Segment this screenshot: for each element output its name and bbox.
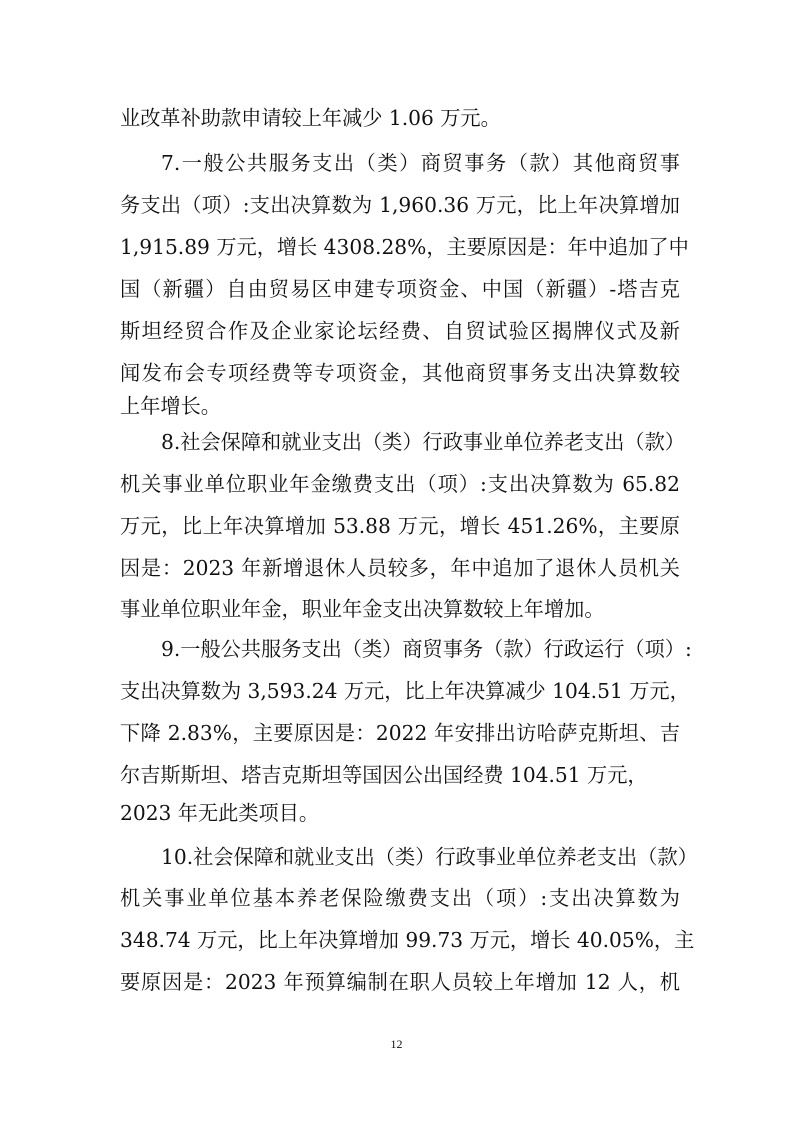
body-text-line: 业改革补助款申请较上年减少 1.06 万元。 bbox=[120, 106, 501, 130]
body-text-line: 斯坦经贸合作及企业家论坛经费、自贸试验区揭牌仪式及新 bbox=[120, 319, 680, 343]
body-text-line: 机关事业单位基本养老保险缴费支出（项）:支出决算数为 bbox=[120, 886, 680, 910]
page-number: 12 bbox=[390, 1037, 403, 1051]
body-text-line: 348.74 万元，比上年决算增加 99.73 万元，增长 40.05%，主 bbox=[120, 928, 695, 952]
body-text-line: 因是：2023 年新增退休人员较多，年中追加了退休人员机关 bbox=[120, 556, 680, 580]
body-text-line: 上年增长。 bbox=[120, 394, 221, 418]
body-text-line: 支出决算数为 3,593.24 万元，比上年决算减少 104.51 万元， bbox=[120, 679, 690, 703]
body-text-line: 事业单位职业年金，职业年金支出决算数较上年增加。 bbox=[120, 597, 605, 621]
paragraph-9-first-line: 9.一般公共服务支出（类）商贸事务（款）行政运行（项）: bbox=[161, 637, 692, 661]
body-text-line: 机关事业单位职业年金缴费支出（项）:支出决算数为 65.82 bbox=[120, 472, 680, 496]
body-text-line: 2023 年无此类项目。 bbox=[120, 801, 320, 825]
paragraph-8-first-line: 8.社会保障和就业支出（类）行政事业单位养老支出（款） bbox=[161, 430, 685, 454]
body-text-line: 尔吉斯斯坦、塔吉克斯坦等国因公出国经费 104.51 万元， bbox=[120, 763, 648, 787]
body-text-line: 要原因是：2023 年预算编制在职人员较上年增加 12 人，机 bbox=[120, 970, 680, 994]
body-text-line: 闻发布会专项经费等专项资金，其他商贸事务支出决算数较 bbox=[120, 361, 680, 385]
body-text-line: 下降 2.83%，主要原因是：2022 年安排出访哈萨克斯坦、吉 bbox=[120, 721, 680, 745]
body-text-line: 国（新疆）自由贸易区申建专项资金、中国（新疆）-塔吉克 bbox=[120, 277, 680, 301]
paragraph-7-first-line: 7.一般公共服务支出（类）商贸事务（款）其他商贸事 bbox=[161, 151, 680, 175]
paragraph-10-first-line: 10.社会保障和就业支出（类）行政事业单位养老支出（款） bbox=[161, 845, 698, 869]
body-text-line: 万元，比上年决算增加 53.88 万元，增长 451.26%，主要原 bbox=[120, 514, 680, 538]
body-text-line: 1,915.89 万元，增长 4308.28%，主要原因是：年中追加了中 bbox=[120, 235, 689, 259]
body-text-line: 务支出（项）:支出决算数为 1,960.36 万元，比上年决算增加 bbox=[120, 193, 680, 217]
